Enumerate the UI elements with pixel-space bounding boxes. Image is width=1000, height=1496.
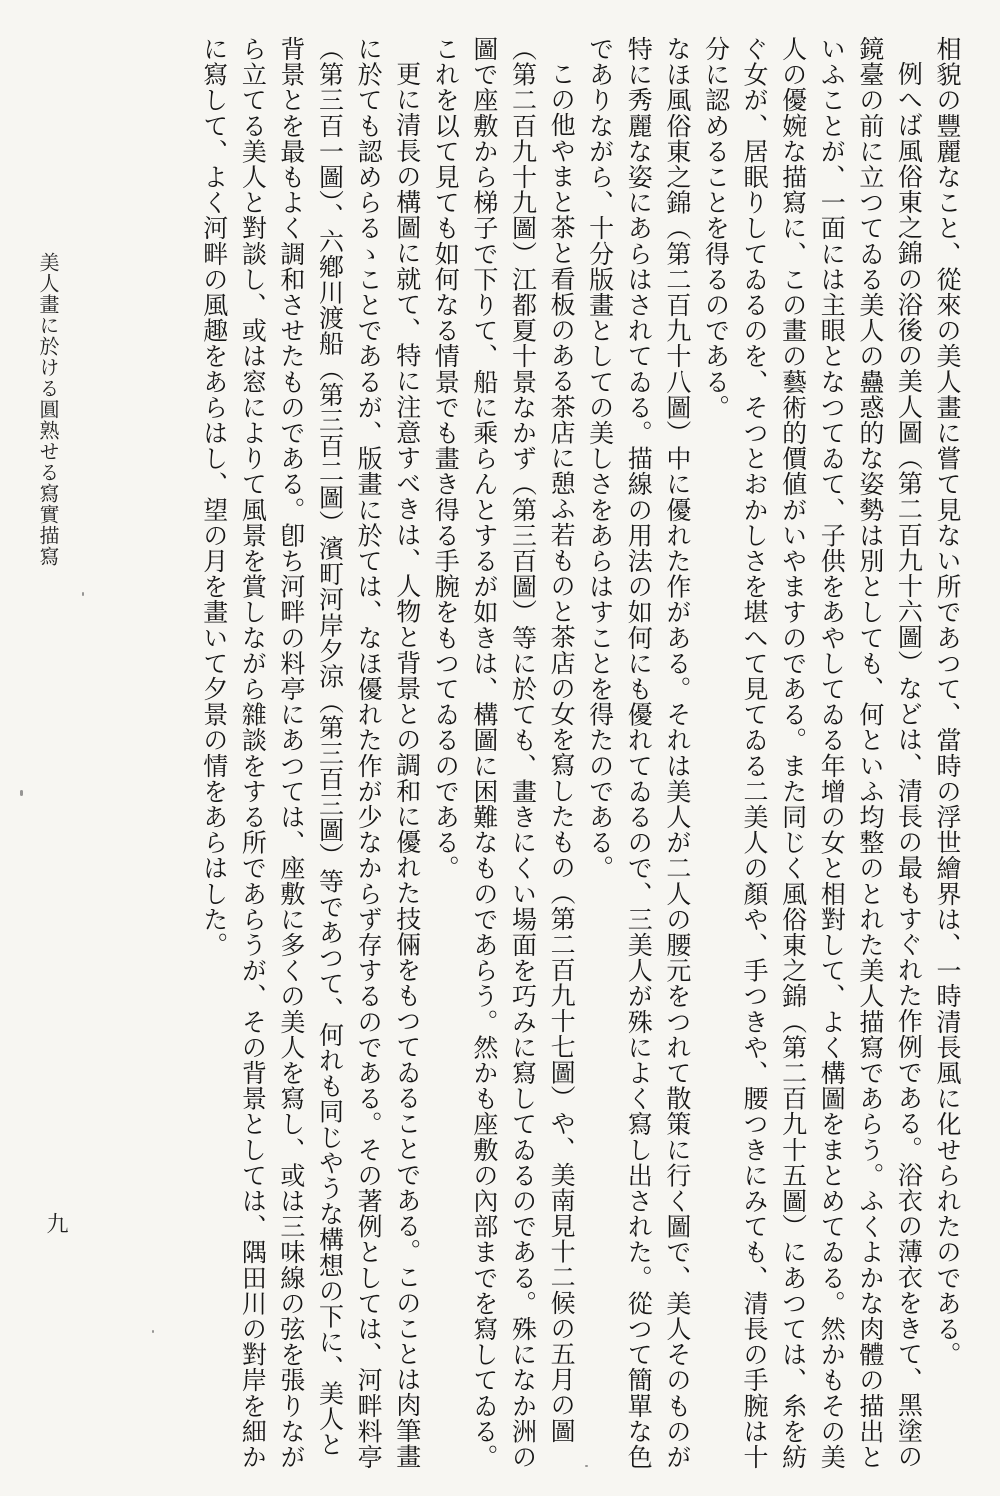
paragraph-3: なほ風俗東之錦（第二百九十八圖）中に優れた作がある。それは美人が二人の腰元をつれて散策に行く圖で、美人そのものが特に秀麗な姿にあらはされてゐる。描線の用法の如何にも優れてゐるので、三美人が殊によく寫し出された。從つて簡單な色でありながら、十分版畫としての美しさをあらはすことを得たのである。 bbox=[585, 36, 692, 1470]
paragraph-1: 相貌の豐麗なこと、從來の美人畫に嘗て見ない所であつて、當時の浮世繪界は、一時清長風に化せられたのである。 bbox=[933, 36, 962, 1368]
print-speck bbox=[152, 1330, 154, 1333]
body-text bbox=[66, 36, 966, 1476]
paragraph-2: 例へば風俗東之錦の浴後の美人圖（第二百九十六圖）などは、清長の最もすぐれた作例である。浴衣の薄衣をきて、黑塗の鏡臺の前に立つてゐる美人の蠱惑的な姿勢は別としても、何といふ均整のとれた美人描寫であらう。ふくよかな肉體の描出といふことが、一面には主眼となつてゐて、子供をあやしてゐる年增の女と相對して、よく構圖をまとめてゐる。然かもその美人の優婉な描寫に、この畫の藝術的價値がいやますのである。また同じく風俗東之錦（第二百九十五圖）にあつては、糸を紡ぐ女が、居眠りしてゐるのを、そつとおかしさを堪へて見てゐる二美人の顏や、手つきや、腰つきにみても、清長の手腕は十分に認めることを得るのである。 bbox=[701, 36, 924, 1470]
page-number: 九 bbox=[43, 1212, 68, 1234]
print-speck bbox=[585, 1465, 588, 1467]
print-speck bbox=[20, 790, 23, 796]
paragraph-4: この他やまと茶と看板のある茶店に憩ふ若ものと茶店の女を寫したもの（第二百九十七圖）や、美南見十二候の五月の圖（第二百九十九圖）江都夏十景なかず（第三百圖）等に於ても、畫きにくい場面を巧みに寫してゐるのである。殊になか洲の圖で座敷から梯子で下りて、船に乘らんとするが如きは、構圖に困難なものであらう。然かも座敷の內部までを寫してゐる。これを以て見ても如何なる情景でも畫き得る手腕をもつてゐるのである。 bbox=[431, 36, 577, 1470]
running-head: 美人畫に於ける圓熟せる寫實描寫 bbox=[36, 252, 60, 567]
print-speck bbox=[82, 592, 84, 596]
paragraph-5: 更に清長の構圖に就て、特に注意すべきは、人物と背景との調和に優れた技倆をもつてゐることである。このことは肉筆畫に於ても認めらるゝことであるが、版畫に於ては、なほ優れた作が少なからず存するのである。その著例としては、河畔料亭（第三百一圖）、六鄕川渡船（第三百二圖）濱町河岸夕涼（第三百三圖）等であつて、何れも同じやうな構想の下に、美人と背景とを最もよく調和させたものである。卽ち河畔の料亭にあつては、座敷に多くの美人を寫し、或は三味線の弦を張りながら立てる美人と對談し、或は窓によりて風景を賞しながら雜談をする所であらうが、その背景としては、隅田川の對岸を細かに寫して、よく河畔の風趣をあらはし、望の月を畫いて夕景の情をあらはした。 bbox=[199, 36, 422, 1470]
